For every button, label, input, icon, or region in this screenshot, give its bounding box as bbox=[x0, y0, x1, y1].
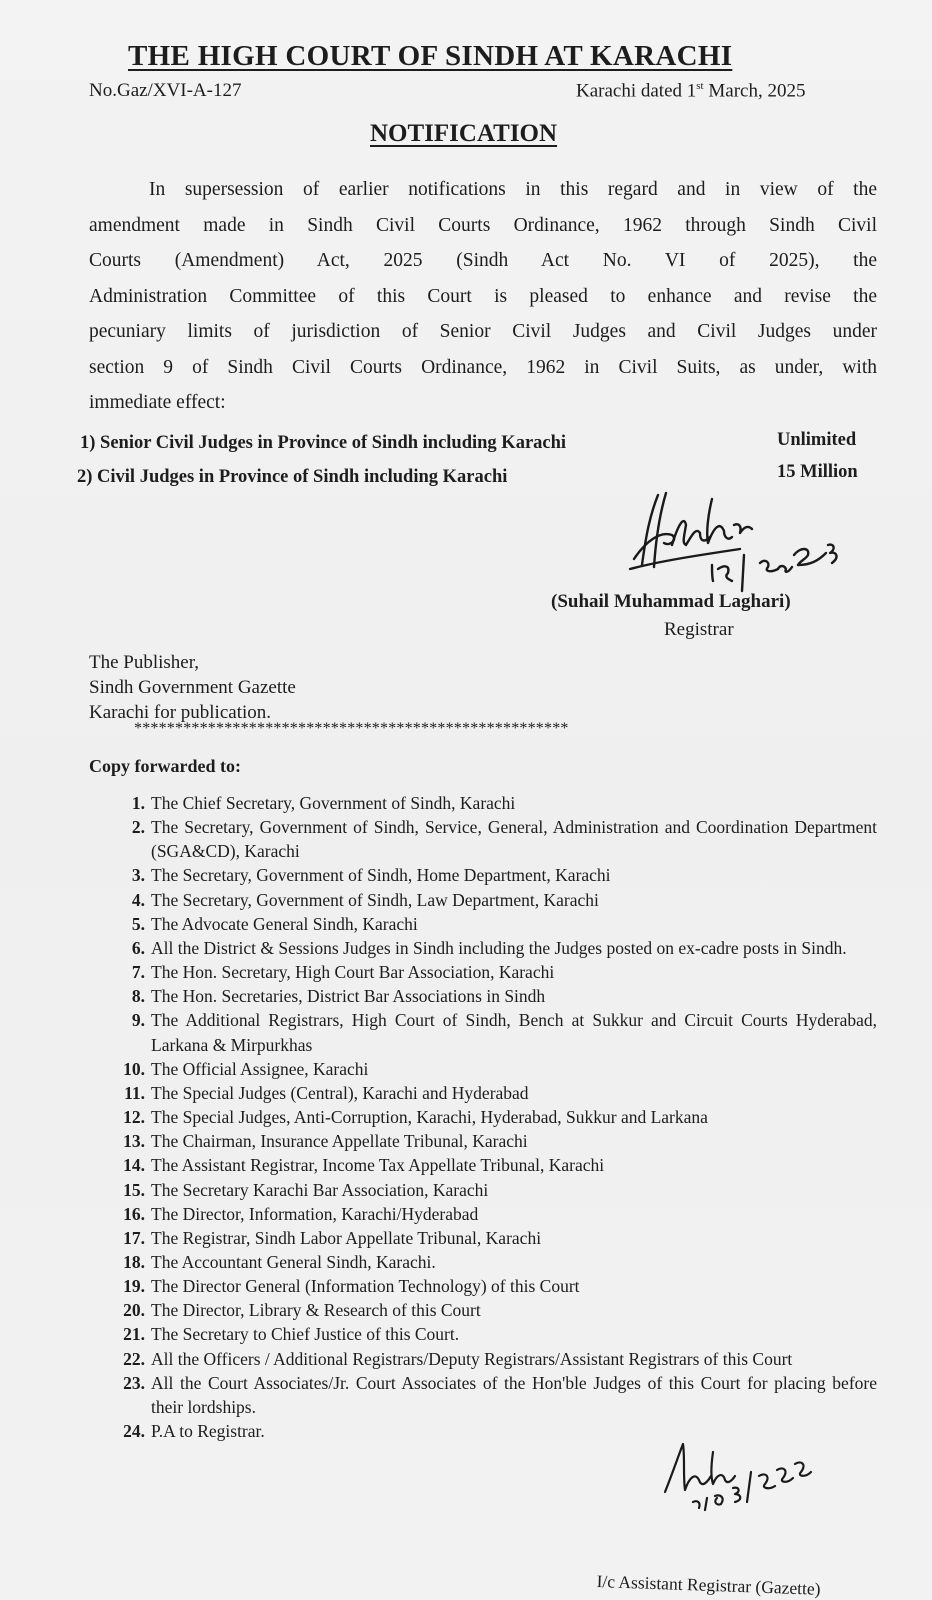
copy-list-number: 8. bbox=[131, 986, 145, 1007]
registrar-signature bbox=[620, 485, 860, 595]
asterisk-separator: ***************************************************** bbox=[134, 720, 569, 737]
publisher-line: Karachi for publication. bbox=[89, 702, 272, 723]
copy-list-item bbox=[113, 1202, 877, 1226]
copy-list-text: The Advocate General Sindh, Karachi bbox=[151, 913, 418, 934]
copy-forwarded-heading: Copy forwarded to: bbox=[89, 756, 241, 776]
copy-list-text: The Additional Registrars, High Court of Sindh, Bench at Sukkur and Circuit Courts Hyderabad, Larkana & Mirpurkhas bbox=[151, 1010, 877, 1055]
date-ordinal: st bbox=[696, 80, 704, 92]
copy-list-item bbox=[113, 1250, 877, 1274]
copy-list-text: The Registrar, Sindh Labor Appellate Tribunal, Karachi bbox=[151, 1227, 542, 1248]
copy-list-text: The Secretary, Government of Sindh, Law Department, Karachi bbox=[151, 889, 599, 910]
copy-list-number: 3. bbox=[131, 865, 145, 886]
copy-list-item bbox=[113, 1347, 877, 1371]
copy-list-text: The Chief Secretary, Government of Sindh, Karachi bbox=[151, 793, 516, 813]
copy-list-item bbox=[113, 1322, 877, 1346]
reference-number: No.Gaz/XVI-A-127 bbox=[89, 80, 242, 101]
copy-list-number: 24. bbox=[123, 1421, 145, 1442]
publisher-address bbox=[89, 650, 296, 725]
copy-list-text: The Director, Information, Karachi/Hyderabad bbox=[151, 1203, 479, 1224]
body-line: section 9 of Sindh Civil Courts Ordinance, 1962 in Civil Suits, as under, with bbox=[89, 356, 877, 378]
copy-list-item bbox=[113, 1153, 877, 1177]
copy-list-number: 10. bbox=[123, 1058, 145, 1079]
copy-list-text: The Secretary Karachi Bar Association, Karachi bbox=[151, 1179, 489, 1200]
copy-list-item bbox=[113, 1226, 877, 1250]
copy-list-item bbox=[113, 1081, 877, 1105]
copy-list-item bbox=[113, 815, 877, 863]
copy-list-text: The Special Judges, Anti-Corruption, Karachi, Hyderabad, Sukkur and Larkana bbox=[151, 1107, 708, 1128]
copy-list-item bbox=[113, 936, 877, 960]
publisher-line: The Publisher, bbox=[89, 652, 200, 673]
copy-list-number: 12. bbox=[123, 1107, 145, 1128]
body-line: pecuniary limits of jurisdiction of Senior Civil Judges and Civil Judges under bbox=[89, 321, 877, 342]
copy-list-number: 13. bbox=[123, 1131, 145, 1152]
copy-list-number: 17. bbox=[123, 1227, 145, 1248]
copy-list-number: 11. bbox=[124, 1082, 145, 1103]
copy-list-item bbox=[113, 1371, 877, 1419]
copy-list-number: 4. bbox=[131, 889, 145, 910]
copy-list-number: 1. bbox=[131, 793, 145, 813]
court-title: THE HIGH COURT OF SINDH AT KARACHI bbox=[128, 40, 733, 72]
assistant-registrar-initials bbox=[655, 1432, 825, 1512]
body-line: In supersession of earlier notifications in this regard and in view of the bbox=[149, 179, 877, 200]
publisher-line: Sindh Government Gazette bbox=[89, 677, 296, 698]
date-suffix: March, 2025 bbox=[703, 80, 806, 102]
copy-list-text: The Chairman, Insurance Appellate Tribunal, Karachi bbox=[151, 1131, 528, 1152]
copy-list-item bbox=[113, 960, 877, 984]
copy-list-text: All the District & Sessions Judges in Sindh including the Judges posted on ex-cadre posts in Sindh. bbox=[151, 937, 847, 958]
body-line: Courts (Amendment) Act, 2025 (Sindh Act No. VI of 2025), the bbox=[89, 250, 877, 271]
copy-list-item bbox=[113, 1274, 877, 1298]
copy-list-item bbox=[113, 863, 877, 887]
copy-forwarded-list bbox=[113, 791, 877, 1443]
copy-list-text: The Special Judges (Central), Karachi and Hyderabad bbox=[151, 1082, 529, 1103]
copy-list-number: 18. bbox=[123, 1251, 145, 1272]
body-line: immediate effect: bbox=[89, 392, 226, 413]
copy-list-text: The Official Assignee, Karachi bbox=[151, 1058, 369, 1079]
limit-value-senior: Unlimited bbox=[777, 430, 857, 450]
copy-list-number: 22. bbox=[123, 1348, 145, 1369]
copy-list-text: The Secretary to Chief Justice of this Court. bbox=[151, 1324, 460, 1345]
copy-list-text: All the Court Associates/Jr. Court Associates of the Hon'ble Judges of this Court for placing before their lordships. bbox=[151, 1372, 877, 1417]
copy-list-text: The Hon. Secretary, High Court Bar Association, Karachi bbox=[151, 962, 555, 983]
copy-list-text: P.A to Registrar. bbox=[151, 1421, 265, 1442]
copy-list-number: 14. bbox=[123, 1155, 145, 1176]
copy-list-number: 23. bbox=[123, 1372, 145, 1393]
copy-list-number: 20. bbox=[123, 1300, 145, 1321]
copy-list-text: The Accountant General Sindh, Karachi. bbox=[151, 1251, 436, 1272]
copy-list-number: 5. bbox=[131, 913, 145, 934]
copy-list-number: 7. bbox=[131, 962, 145, 983]
copy-list-item bbox=[113, 888, 877, 912]
date-prefix: Karachi dated 1 bbox=[576, 80, 697, 102]
copy-list-number: 9. bbox=[131, 1010, 145, 1031]
copy-list-number: 15. bbox=[123, 1179, 145, 1200]
copy-list-text: The Assistant Registrar, Income Tax Appellate Tribunal, Karachi bbox=[151, 1155, 605, 1176]
copy-list-item bbox=[113, 1298, 877, 1322]
copy-list-item bbox=[113, 1105, 877, 1129]
copy-list-text: The Director General (Information Technology) of this Court bbox=[151, 1276, 580, 1297]
assistant-registrar-designation: I/c Assistant Registrar (Gazette) bbox=[596, 1571, 821, 1599]
copy-list-text: The Secretary, Government of Sindh, Home Department, Karachi bbox=[151, 865, 611, 886]
body-line: amendment made in Sindh Civil Courts Ordinance, 1962 through Sindh Civil bbox=[89, 214, 877, 236]
copy-list-number: 6. bbox=[131, 937, 145, 958]
limit-value-civil: 15 Million bbox=[777, 462, 858, 482]
notification-date bbox=[576, 80, 805, 102]
copy-list-item bbox=[113, 1129, 877, 1153]
copy-list-item bbox=[113, 984, 877, 1008]
limit-item-civil-judges: 2) Civil Judges in Province of Sindh including Karachi bbox=[77, 467, 508, 487]
copy-list-number: 2. bbox=[131, 817, 145, 838]
copy-list-item bbox=[113, 1057, 877, 1081]
registrar-designation: Registrar bbox=[664, 619, 734, 640]
copy-list-item bbox=[113, 1178, 877, 1202]
notification-body bbox=[89, 172, 877, 421]
copy-list-item bbox=[113, 791, 877, 815]
body-line: Administration Committee of this Court is pleased to enhance and revise the bbox=[89, 285, 877, 307]
copy-list-text: The Secretary, Government of Sindh, Service, General, Administration and Coordination Department (SGA&CD), Karachi bbox=[151, 817, 877, 862]
copy-list-text: The Director, Library & Research of this Court bbox=[151, 1300, 481, 1321]
copy-list-number: 16. bbox=[123, 1203, 145, 1224]
copy-list-text: The Hon. Secretaries, District Bar Associations in Sindh bbox=[151, 986, 546, 1007]
limit-item-senior-civil-judges: 1) Senior Civil Judges in Province of Sindh including Karachi bbox=[80, 433, 567, 453]
registrar-name: (Suhail Muhammad Laghari) bbox=[551, 591, 791, 612]
copy-list-number: 21. bbox=[123, 1324, 145, 1345]
notification-heading: NOTIFICATION bbox=[370, 120, 558, 147]
copy-list-text: All the Officers / Additional Registrars/Deputy Registrars/Assistant Registrars of this Court bbox=[151, 1348, 793, 1369]
copy-list-item bbox=[113, 1008, 877, 1056]
copy-list-number: 19. bbox=[123, 1276, 145, 1297]
copy-list-item bbox=[113, 912, 877, 936]
